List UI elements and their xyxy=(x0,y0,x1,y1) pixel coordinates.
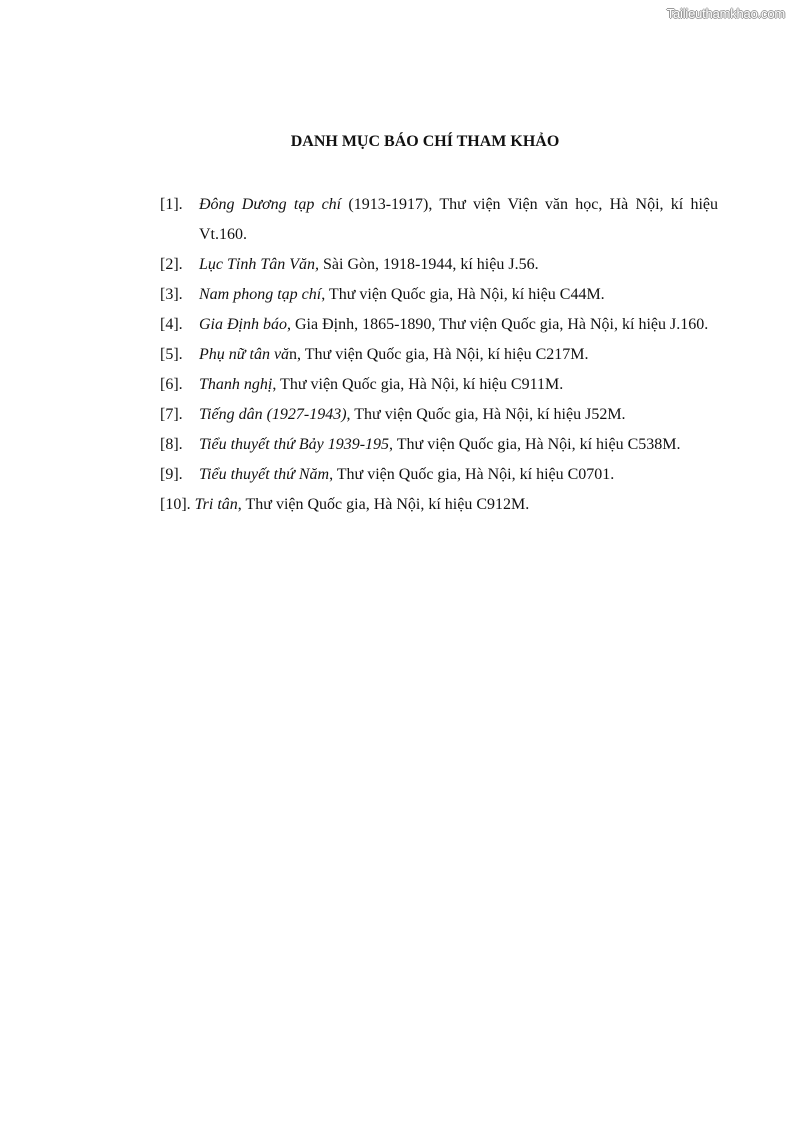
reference-title: Phụ nữ tân vă xyxy=(199,346,290,363)
reference-item xyxy=(160,430,718,460)
reference-number: [6]. xyxy=(160,376,183,393)
reference-number: [10]. xyxy=(160,496,191,513)
reference-item xyxy=(160,310,718,340)
reference-item xyxy=(160,370,718,400)
reference-title: Tiếng dân (1927-1943) xyxy=(199,406,347,423)
reference-item xyxy=(160,190,718,250)
reference-item xyxy=(160,250,718,280)
reference-item xyxy=(160,280,718,310)
reference-item xyxy=(160,400,718,430)
reference-details: n, Thư viện Quốc gia, Hà Nội, kí hiệu C217M. xyxy=(289,346,589,363)
reference-title: Tiểu thuyết thứ Năm xyxy=(199,466,330,483)
reference-number: [5]. xyxy=(160,346,183,363)
reference-number: [4]. xyxy=(160,316,183,333)
reference-details: , Thư viện Quốc gia, Hà Nội, kí hiệu C538M. xyxy=(389,436,681,453)
reference-item xyxy=(160,490,718,520)
reference-title: Nam phong tạp chí xyxy=(199,286,322,303)
reference-number: [3]. xyxy=(160,286,183,303)
reference-title: Tiểu thuyết thứ Bảy 1939-195 xyxy=(199,436,390,453)
reference-details: (1913-1917), Thư viện Viện văn học, Hà Nội, kí hiệu Vt.160. xyxy=(199,196,719,243)
reference-details: , Thư viện Quốc gia, Hà Nội, kí hiệu C44M. xyxy=(321,286,605,303)
reference-number: [2]. xyxy=(160,256,183,273)
reference-details: , Thư viện Quốc gia, Hà Nội, kí hiệu C0701. xyxy=(329,466,615,483)
reference-title: Gia Định báo xyxy=(199,316,287,333)
reference-title: Thanh nghị xyxy=(199,376,273,393)
reference-number: [7]. xyxy=(160,406,183,423)
watermark: Tailieuthamkhao.com xyxy=(666,6,785,21)
reference-details: , Thư viện Quốc gia, Hà Nội, kí hiệu J52M. xyxy=(346,406,626,423)
reference-item xyxy=(160,340,718,370)
reference-details: , Gia Định, 1865-1890, Thư viện Quốc gia, Hà Nội, kí hiệu J.160. xyxy=(287,316,709,333)
reference-number: [9]. xyxy=(160,466,183,483)
reference-number: [1]. xyxy=(160,196,183,213)
reference-details: , Thư viện Quốc gia, Hà Nội, kí hiệu C912M. xyxy=(237,496,530,513)
page-title: DANH MỤC BÁO CHÍ THAM KHẢO xyxy=(290,133,560,150)
reference-details: , Thư viện Quốc gia, Hà Nội, kí hiệu C911M. xyxy=(272,376,564,393)
reference-title: Tri tân xyxy=(194,496,238,513)
reference-item xyxy=(160,460,718,490)
reference-number: [8]. xyxy=(160,436,183,453)
reference-title: Đông Dương tạp chí xyxy=(199,196,342,213)
reference-title: Lục Tỉnh Tân Văn, xyxy=(199,256,320,273)
reference-details: Sài Gòn, 1918-1944, kí hiệu J.56. xyxy=(319,256,539,273)
reference-list xyxy=(160,190,718,520)
